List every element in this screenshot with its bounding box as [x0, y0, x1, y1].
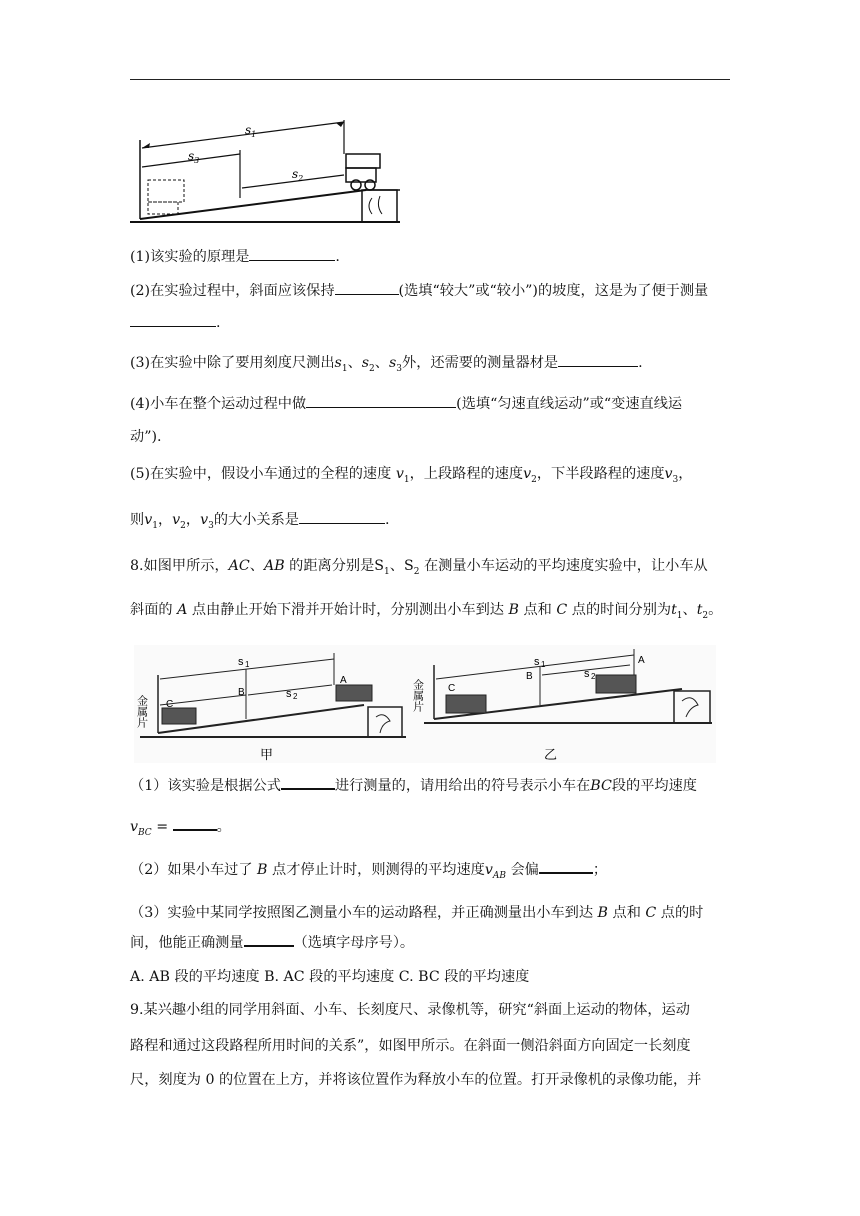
header-rule [130, 79, 730, 80]
svg-text:2: 2 [591, 672, 596, 681]
q8-intro-line2: 斜面的 A 点由静止开始下滑并开始计时，分别测出小车到达 B 点和 C 点的时间分别为$t_1$、$t_2$。 [130, 602, 723, 621]
q7-part3: (3)在实验中除了要用刻度尺测出$s_1$、$s_2$、$s_3$外，还需要的测量器材是 . [130, 355, 643, 374]
svg-text:s: s [534, 656, 540, 668]
q7-part5: (5)在实验中，假设小车通过的全程的速度 $v_1$，上段路程的速度$v_2$，下半段路程的速度$v_3$， [130, 466, 693, 485]
q8-choices: A. AB 段的平均速度 B. AC 段的平均速度 C. BC 段的平均速度 [130, 969, 530, 985]
q7-part2: (2)在实验过程中，斜面应该保持 (选填“较大”或“较小”)的坡度，这是为了便于测量 [130, 283, 709, 299]
svg-text:金属片: 金属片 [411, 679, 425, 712]
q8-sub2: （2）如果小车过了 B 点才停止计时，则测得的平均速度$v_{AB}$ 会偏 ； [130, 862, 608, 881]
svg-text:C: C [166, 699, 174, 710]
svg-text:A: A [638, 655, 645, 666]
svg-text:金属片: 金属片 [135, 695, 149, 728]
q8-intro-line1: 8.如图甲所示，AC、AB 的距离分别是$S_1$、$S_2$ 在测量小车运动的平均速度实验中，让小车从 [130, 558, 708, 577]
svg-text:1: 1 [541, 660, 546, 669]
q8-sub3-cont: 间，他能正确测量 （选填字母序号）。 [130, 935, 415, 951]
label-s1: $s_1$ [245, 123, 257, 139]
q7-part4-cont: 动”). [130, 429, 162, 445]
svg-text:1: 1 [245, 660, 250, 669]
figure-incline-2 [134, 645, 716, 763]
q9-line1: 9.某兴趣小组的同学用斜面、小车、长刻度尺、录像机等，研究“斜面上运动的物体，运动 [130, 1002, 690, 1018]
svg-text:B: B [238, 687, 245, 698]
q7-part4: (4)小车在整个运动过程中做 (选填“匀速直线运动”或“变速直线运 [130, 396, 683, 412]
svg-text:A: A [340, 675, 347, 686]
q8-sub1-cont: $v_{BC}$ = 。 [130, 819, 231, 838]
svg-text:甲: 甲 [260, 748, 274, 763]
label-s2: $s_2$ [292, 167, 304, 183]
svg-text:s: s [286, 688, 292, 700]
q7-part2-cont: . [130, 313, 730, 333]
q9-line3: 尺，刻度为 0 的位置在上方，并将该位置作为释放小车的位置。打开录像机的录像功能，并 [130, 1072, 702, 1088]
q7-part1: (1)该实验的原理是 . [130, 249, 340, 265]
q9-line2: 路程和通过这段路程所用时间的关系”，如图甲所示。在斜面一侧沿斜面方向固定一长刻度 [130, 1038, 691, 1054]
q7-part5-cont: 则$v_1$，$v_2$，$v_3$的大小关系是 . [130, 512, 390, 531]
label-s3: $s_3$ [188, 149, 200, 165]
svg-text:s: s [584, 668, 590, 680]
q8-sub3: （3）实验中某同学按照图乙测量小车的运动路程，并正确测量出小车到达 B 点和 C 点的时 [130, 905, 704, 921]
svg-text:C: C [448, 683, 456, 694]
q8-sub1: （1）该实验是根据公式 进行测量的，请用给出的符号表示小车在BC段的平均速度 [130, 778, 697, 794]
svg-text:2: 2 [293, 692, 298, 701]
svg-text:乙: 乙 [544, 748, 558, 763]
svg-text:s: s [238, 656, 244, 668]
figure-incline-1 [130, 120, 400, 240]
svg-text:B: B [526, 671, 533, 682]
